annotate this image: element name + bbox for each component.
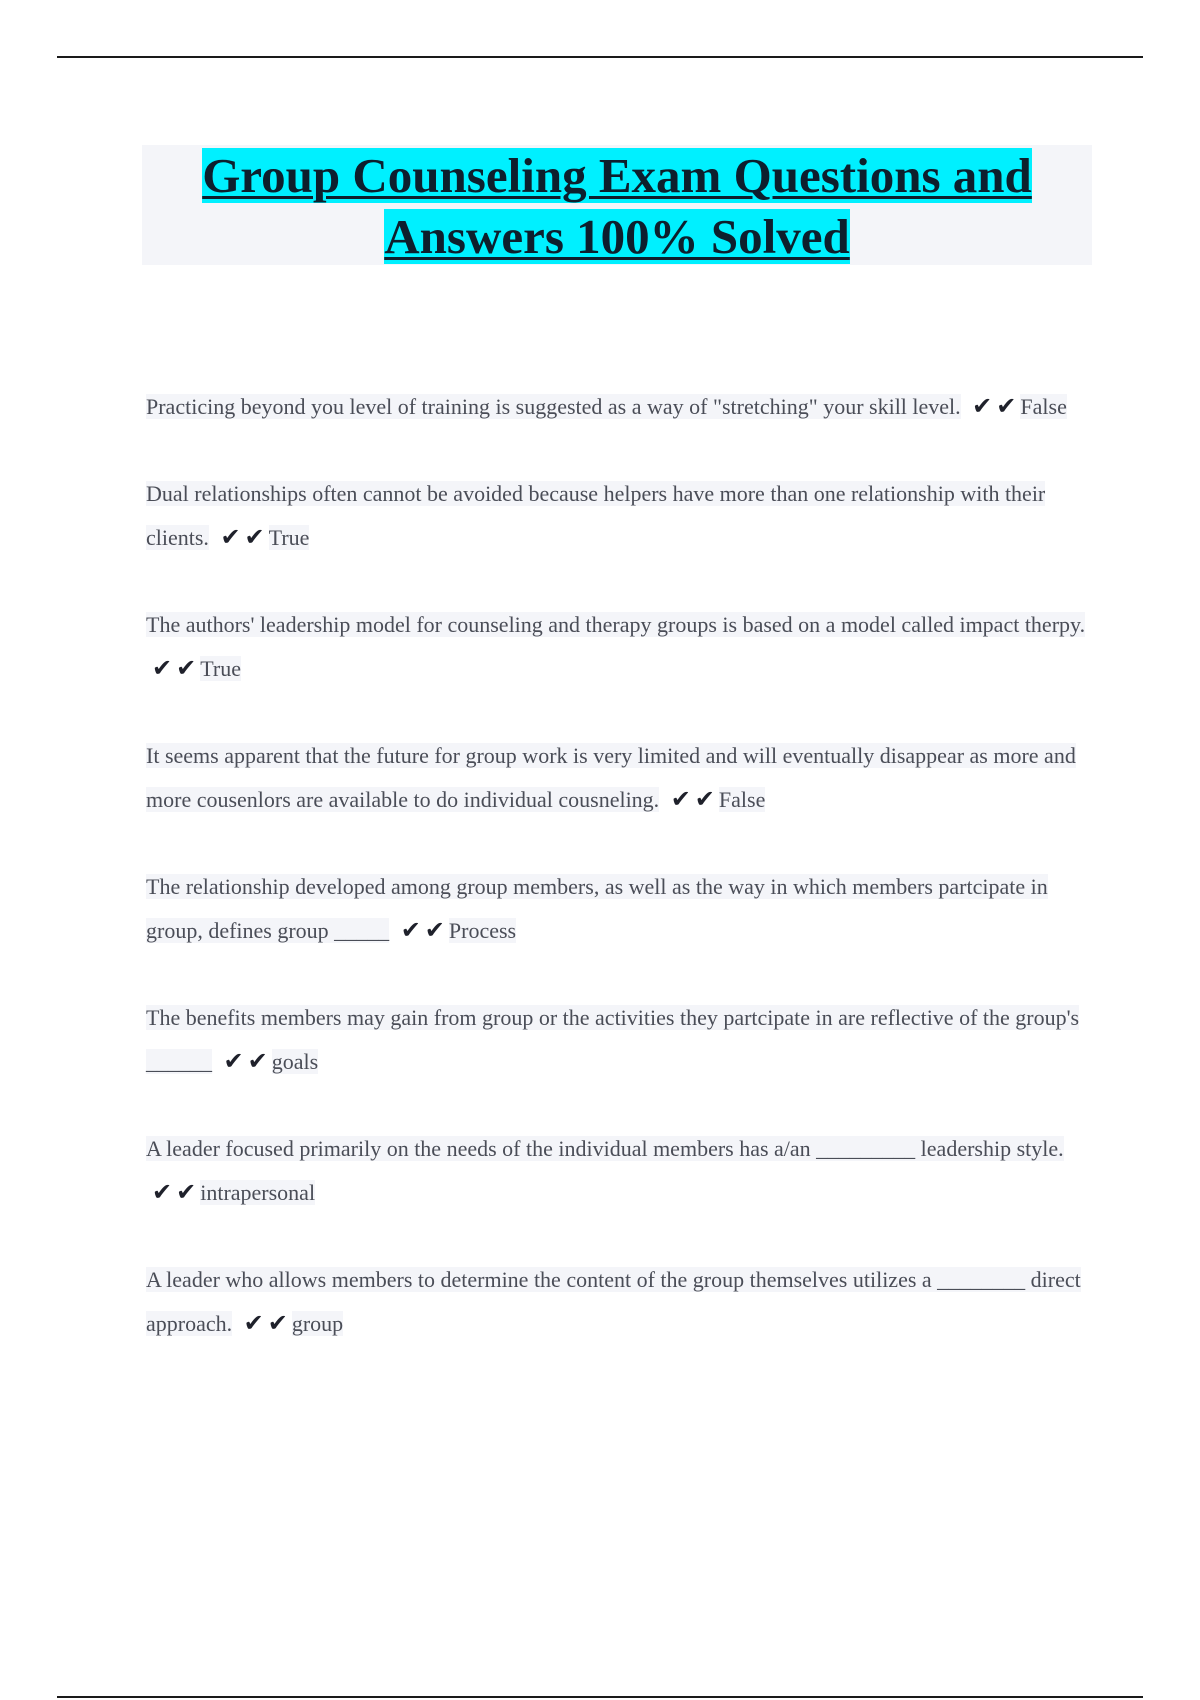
check-mark-icon: ✔ (243, 1309, 264, 1337)
check-mark-icon: ✔ (220, 523, 241, 551)
check-mark-icon: ✔ (694, 785, 715, 813)
check-mark-icon: ✔ (223, 1047, 244, 1075)
question-text: It seems apparent that the future for group work is very limited and will eventually disappear as more and more cousenlors are available to do individual cousneling. (146, 743, 1076, 812)
check-marks (224, 1049, 272, 1074)
answer-text: False (1020, 394, 1067, 419)
answer-text: intrapersonal (200, 1180, 316, 1205)
qa-list (146, 385, 1096, 1389)
top-rule (57, 56, 1143, 58)
qa-item (146, 603, 1096, 691)
answer-text: goals (271, 1049, 319, 1074)
qa-item (146, 1127, 1096, 1215)
qa-item (146, 472, 1096, 560)
question-text: A leader who allows members to determine the content of the group themselves utilizes a ________ direct approach. (146, 1267, 1081, 1336)
check-mark-icon: ✔ (247, 1047, 268, 1075)
page-title-text: Group Counseling Exam Questions and Answers 100% Solved (202, 148, 1032, 264)
check-mark-icon: ✔ (152, 654, 173, 682)
check-mark-icon: ✔ (996, 392, 1017, 420)
question-text: The benefits members may gain from group or the activities they partcipate in are reflective of the group's ______ (146, 1005, 1080, 1074)
page-title (142, 145, 1092, 267)
check-marks (220, 525, 268, 550)
answer-text: group (291, 1311, 344, 1336)
qa-item (146, 1258, 1096, 1346)
check-mark-icon: ✔ (176, 654, 197, 682)
check-marks (152, 656, 200, 681)
answer-text: False (718, 787, 766, 812)
check-marks (671, 787, 719, 812)
check-mark-icon: ✔ (400, 916, 421, 944)
title-box (142, 145, 1092, 265)
bottom-rule (57, 1696, 1143, 1698)
question-text: A leader focused primarily on the needs of the individual members has a/an _________ leadership style. (146, 1136, 1064, 1161)
answer-text: True (268, 525, 310, 550)
check-mark-icon: ✔ (670, 785, 691, 813)
check-marks (972, 394, 1020, 419)
check-mark-icon: ✔ (972, 392, 993, 420)
check-mark-icon: ✔ (176, 1178, 197, 1206)
check-marks (401, 918, 449, 943)
check-marks (244, 1311, 292, 1336)
answer-text: True (200, 656, 241, 681)
check-mark-icon: ✔ (244, 523, 265, 551)
question-text: Practicing beyond you level of training is suggested as a way of "stretching" your skill level. (146, 394, 961, 419)
answer-text: Process (448, 918, 517, 943)
question-text: The relationship developed among group members, as well as the way in which members partcipate in group, defines group _____ (146, 874, 1048, 943)
qa-item (146, 734, 1096, 822)
question-text: Dual relationships often cannot be avoided because helpers have more than one relationship with their clients. (146, 481, 1046, 550)
question-text: The authors' leadership model for counseling and therapy groups is based on a model called impact therpy. (146, 612, 1086, 637)
check-marks (152, 1180, 200, 1205)
qa-item (146, 996, 1096, 1084)
qa-item (146, 865, 1096, 953)
check-mark-icon: ✔ (267, 1309, 288, 1337)
check-mark-icon: ✔ (424, 916, 445, 944)
qa-item (146, 385, 1096, 429)
check-mark-icon: ✔ (152, 1178, 173, 1206)
